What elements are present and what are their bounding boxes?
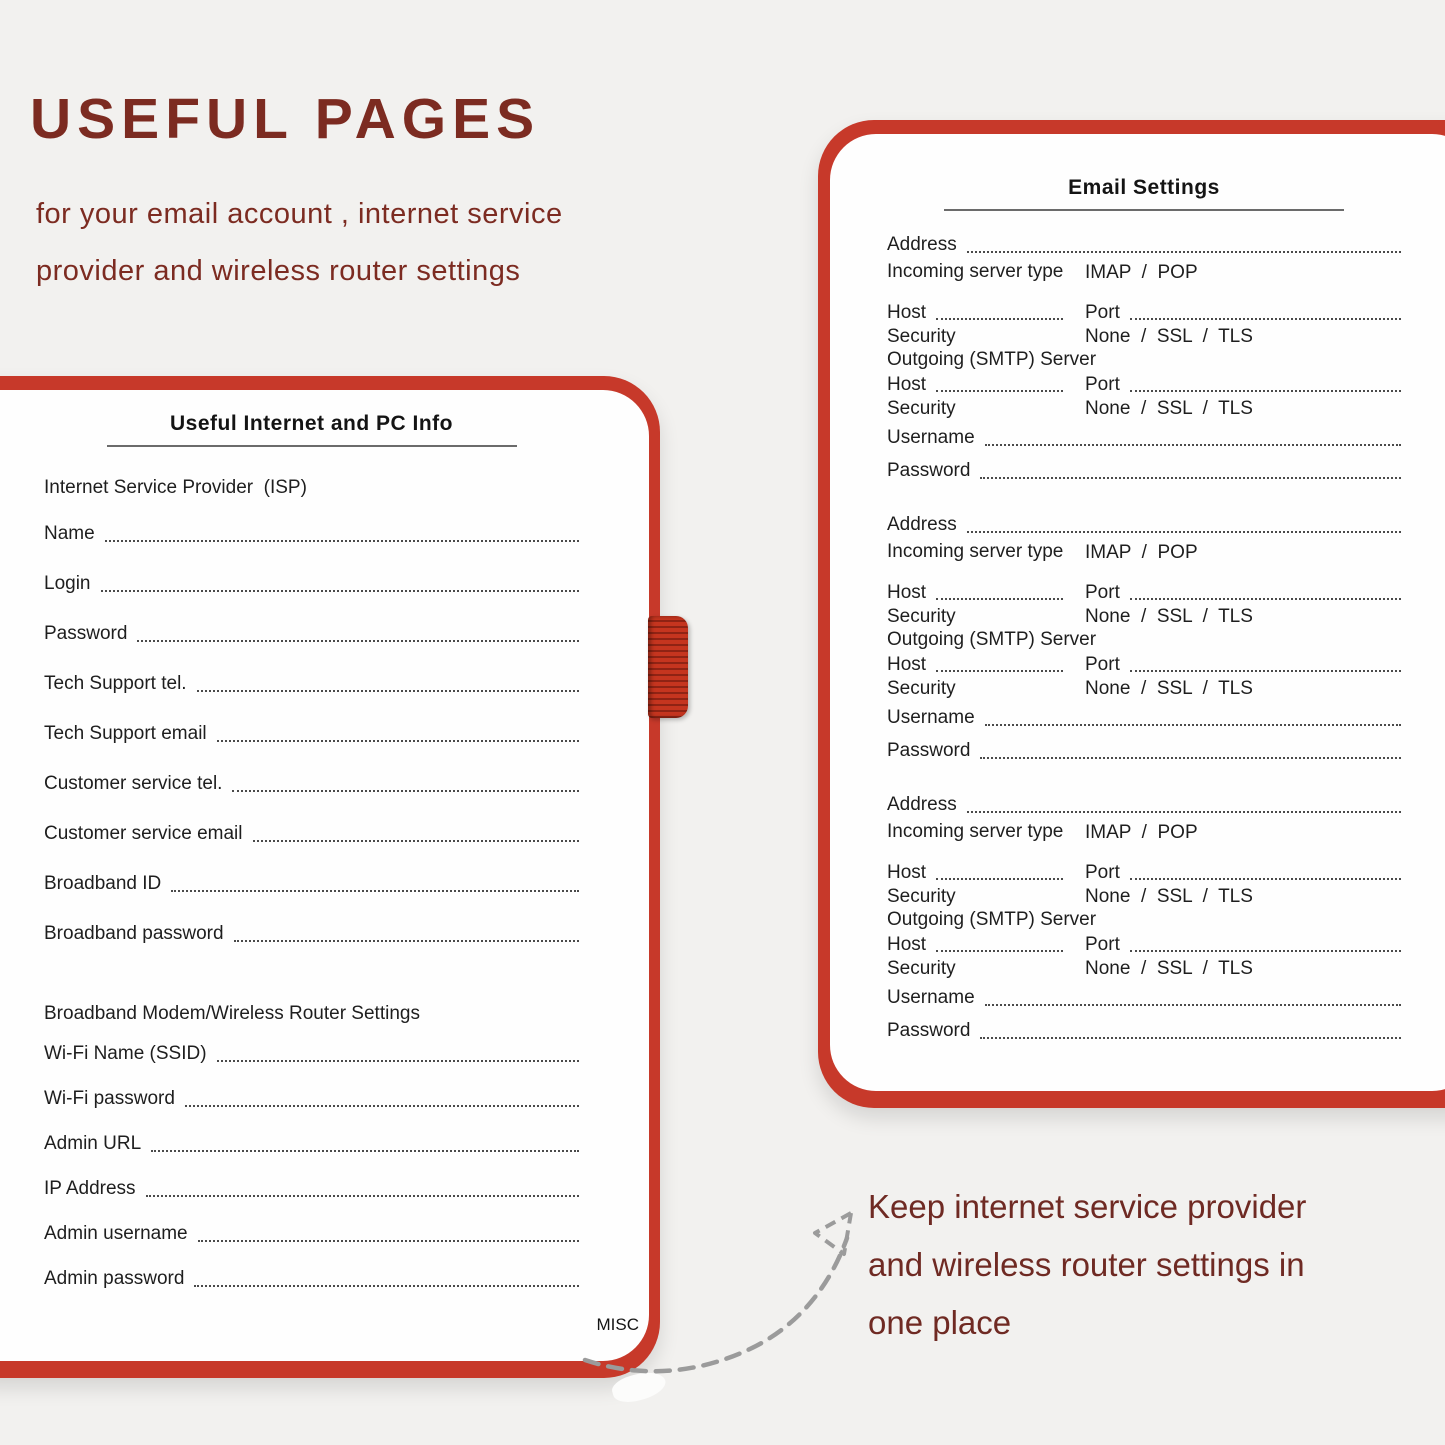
outgoing-server-label: Outgoing (SMTP) Server xyxy=(887,909,1097,930)
dotted-fill-line xyxy=(936,670,1063,672)
right-notebook-cover xyxy=(818,120,1445,1108)
username-row xyxy=(887,981,1401,1011)
dotted-fill-line xyxy=(985,444,1401,446)
dotted-fill-line xyxy=(936,390,1063,392)
dotted-fill-line xyxy=(936,878,1063,880)
field-label: IP Address xyxy=(44,1178,136,1199)
left-page-header: Useful Internet and PC Info xyxy=(169,412,453,435)
form-field-row xyxy=(44,921,579,947)
incoming-server-label: Incoming server type xyxy=(887,821,1064,842)
incoming-security-row xyxy=(887,605,1401,629)
form-field-row xyxy=(44,1221,579,1247)
port-label: Port xyxy=(1085,582,1120,603)
host-cell xyxy=(887,373,1063,397)
dotted-fill-line xyxy=(151,1150,579,1152)
address-label: Address xyxy=(887,234,957,255)
dotted-fill-line xyxy=(967,811,1401,813)
dotted-fill-line xyxy=(980,477,1401,479)
outgoing-security-row xyxy=(887,677,1401,701)
dotted-fill-line xyxy=(985,724,1401,726)
host-label: Host xyxy=(887,582,927,603)
field-label: Tech Support email xyxy=(44,723,207,744)
form-field-row xyxy=(44,521,579,547)
address-row xyxy=(887,231,1401,258)
username-row xyxy=(887,421,1401,451)
username-label: Username xyxy=(887,707,975,728)
incoming-host-port-row xyxy=(887,581,1401,605)
dotted-fill-line xyxy=(101,590,580,592)
field-label: Admin URL xyxy=(44,1133,142,1154)
spacer xyxy=(887,285,1401,301)
dotted-fill-line xyxy=(171,890,579,892)
left-notebook-cover xyxy=(0,376,660,1378)
left-page-content xyxy=(0,390,649,1361)
form-field-row xyxy=(44,1086,579,1112)
form-field-row xyxy=(44,771,579,797)
password-row xyxy=(887,731,1401,764)
dotted-fill-line xyxy=(253,840,580,842)
security-label: Security xyxy=(887,958,956,979)
spacer xyxy=(887,565,1401,581)
right-notebook-page xyxy=(830,134,1445,1091)
form-field-row xyxy=(44,571,579,597)
outgoing-server-label: Outgoing (SMTP) Server xyxy=(887,349,1097,370)
form-field-row xyxy=(44,1131,579,1157)
email-account-block xyxy=(887,511,1401,764)
dotted-fill-line xyxy=(1130,878,1401,880)
form-field-row xyxy=(44,1266,579,1292)
field-label: Wi-Fi Name (SSID) xyxy=(44,1043,207,1064)
page-subtitle xyxy=(36,186,563,300)
page-title: USEFUL PAGES xyxy=(30,87,541,151)
dotted-fill-line xyxy=(232,790,579,792)
dotted-fill-line xyxy=(1130,670,1401,672)
subtitle-line-1: for your email account , internet service xyxy=(36,198,563,230)
incoming-server-label: Incoming server type xyxy=(887,541,1064,562)
field-label: Tech Support tel. xyxy=(44,673,187,694)
incoming-security-row xyxy=(887,885,1401,909)
security-label: Security xyxy=(887,606,956,627)
dotted-fill-line xyxy=(967,531,1401,533)
outgoing-security-row xyxy=(887,957,1401,981)
right-page-header: Email Settings xyxy=(1068,176,1220,199)
security-label: Security xyxy=(887,398,956,419)
password-label: Password xyxy=(887,1020,971,1041)
host-cell xyxy=(887,581,1063,605)
outgoing-server-row xyxy=(887,629,1401,653)
incoming-host-port-row xyxy=(887,301,1401,325)
dotted-fill-line xyxy=(198,1240,579,1242)
port-label: Port xyxy=(1085,374,1120,395)
callout-line-2: and wireless router settings in xyxy=(868,1246,1305,1283)
email-account-block xyxy=(887,231,1401,484)
field-label: Broadband password xyxy=(44,923,224,944)
email-account-block xyxy=(887,791,1401,1044)
field-label: Name xyxy=(44,523,95,544)
form-field-row xyxy=(44,671,579,697)
callout-line-1: Keep internet service provider xyxy=(868,1188,1307,1225)
dotted-fill-line xyxy=(137,640,579,642)
username-row xyxy=(887,701,1401,731)
address-row xyxy=(887,511,1401,538)
callout-line-3: one place xyxy=(868,1304,1012,1341)
dotted-fill-line xyxy=(985,1004,1401,1006)
dotted-fill-line xyxy=(936,598,1063,600)
form-field-row xyxy=(44,1041,579,1067)
outgoing-security-row xyxy=(887,397,1401,421)
field-label: Password xyxy=(44,623,128,644)
outgoing-host-port-row xyxy=(887,373,1401,397)
field-label: Broadband ID xyxy=(44,873,162,894)
isp-section-title: Internet Service Provider (ISP) xyxy=(44,477,307,498)
dotted-fill-line xyxy=(197,690,579,692)
dotted-fill-line xyxy=(217,740,579,742)
router-fields-list xyxy=(44,1041,579,1292)
dotted-fill-line xyxy=(194,1285,579,1287)
port-label: Port xyxy=(1085,862,1120,883)
dotted-fill-line xyxy=(1130,390,1401,392)
dotted-fill-line xyxy=(217,1060,579,1062)
address-label: Address xyxy=(887,514,957,535)
username-label: Username xyxy=(887,427,975,448)
password-label: Password xyxy=(887,460,971,481)
security-options-value: None / SSL / TLS xyxy=(1085,886,1253,907)
callout-text xyxy=(868,1178,1306,1352)
host-label: Host xyxy=(887,374,927,395)
right-page-content xyxy=(830,134,1401,1091)
dotted-fill-line xyxy=(185,1105,579,1107)
port-label: Port xyxy=(1085,654,1120,675)
security-options-value: None / SSL / TLS xyxy=(1085,606,1253,627)
header-underline xyxy=(107,445,517,447)
subtitle-line-2: provider and wireless router settings xyxy=(36,255,521,287)
incoming-host-port-row xyxy=(887,861,1401,885)
dotted-fill-line xyxy=(980,757,1401,759)
password-label: Password xyxy=(887,740,971,761)
security-options-value: None / SSL / TLS xyxy=(1085,398,1253,419)
outgoing-host-port-row xyxy=(887,933,1401,957)
isp-fields-list xyxy=(44,521,579,947)
port-cell xyxy=(1085,373,1401,397)
form-field-row xyxy=(44,821,579,847)
host-label: Host xyxy=(887,934,927,955)
incoming-server-label: Incoming server type xyxy=(887,261,1064,282)
security-label: Security xyxy=(887,326,956,347)
host-cell xyxy=(887,653,1063,677)
dotted-fill-line xyxy=(936,950,1063,952)
security-options-value: None / SSL / TLS xyxy=(1085,958,1253,979)
host-label: Host xyxy=(887,862,927,883)
outgoing-server-row xyxy=(887,909,1401,933)
dotted-fill-line xyxy=(936,318,1063,320)
security-label: Security xyxy=(887,678,956,699)
pen-loop-elastic xyxy=(648,616,688,718)
dotted-fill-line xyxy=(980,1037,1401,1039)
left-notebook-page xyxy=(0,390,649,1361)
form-field-row xyxy=(44,721,579,747)
incoming-server-row xyxy=(887,818,1401,845)
incoming-server-row xyxy=(887,538,1401,565)
router-section-title: Broadband Modem/Wireless Router Settings xyxy=(44,1003,420,1024)
field-label: Wi-Fi password xyxy=(44,1088,175,1109)
address-label: Address xyxy=(887,794,957,815)
field-label: Admin password xyxy=(44,1268,185,1289)
incoming-security-row xyxy=(887,325,1401,349)
incoming-options-value: IMAP / POP xyxy=(1085,822,1198,843)
form-field-row xyxy=(44,871,579,897)
port-cell xyxy=(1085,861,1401,885)
host-cell xyxy=(887,301,1063,325)
security-options-value: None / SSL / TLS xyxy=(1085,326,1253,347)
page-tab-label: MISC xyxy=(596,1315,639,1334)
dotted-fill-line xyxy=(1130,598,1401,600)
form-field-row xyxy=(44,621,579,647)
dotted-fill-line xyxy=(1130,318,1401,320)
security-options-value: None / SSL / TLS xyxy=(1085,678,1253,699)
field-label: Admin username xyxy=(44,1223,188,1244)
field-label: Login xyxy=(44,573,91,594)
outgoing-server-row xyxy=(887,349,1401,373)
dotted-fill-line xyxy=(146,1195,579,1197)
header-underline xyxy=(944,209,1344,211)
dotted-fill-line xyxy=(967,251,1401,253)
host-cell xyxy=(887,861,1063,885)
security-label: Security xyxy=(887,886,956,907)
username-label: Username xyxy=(887,987,975,1008)
port-cell xyxy=(1085,301,1401,325)
dotted-fill-line xyxy=(1130,950,1401,952)
field-label: Customer service email xyxy=(44,823,243,844)
dotted-fill-line xyxy=(234,940,579,942)
port-cell xyxy=(1085,653,1401,677)
field-label: Customer service tel. xyxy=(44,773,223,794)
port-label: Port xyxy=(1085,302,1120,323)
host-cell xyxy=(887,933,1063,957)
dotted-fill-line xyxy=(105,540,579,542)
port-cell xyxy=(1085,933,1401,957)
incoming-server-row xyxy=(887,258,1401,285)
outgoing-server-label: Outgoing (SMTP) Server xyxy=(887,629,1097,650)
host-label: Host xyxy=(887,654,927,675)
port-cell xyxy=(1085,581,1401,605)
outgoing-host-port-row xyxy=(887,653,1401,677)
email-blocks-list xyxy=(887,231,1401,1044)
form-field-row xyxy=(44,1176,579,1202)
spacer xyxy=(887,845,1401,861)
password-row xyxy=(887,1011,1401,1044)
port-label: Port xyxy=(1085,934,1120,955)
address-row xyxy=(887,791,1401,818)
password-row xyxy=(887,451,1401,484)
incoming-options-value: IMAP / POP xyxy=(1085,542,1198,563)
host-label: Host xyxy=(887,302,927,323)
incoming-options-value: IMAP / POP xyxy=(1085,262,1198,283)
